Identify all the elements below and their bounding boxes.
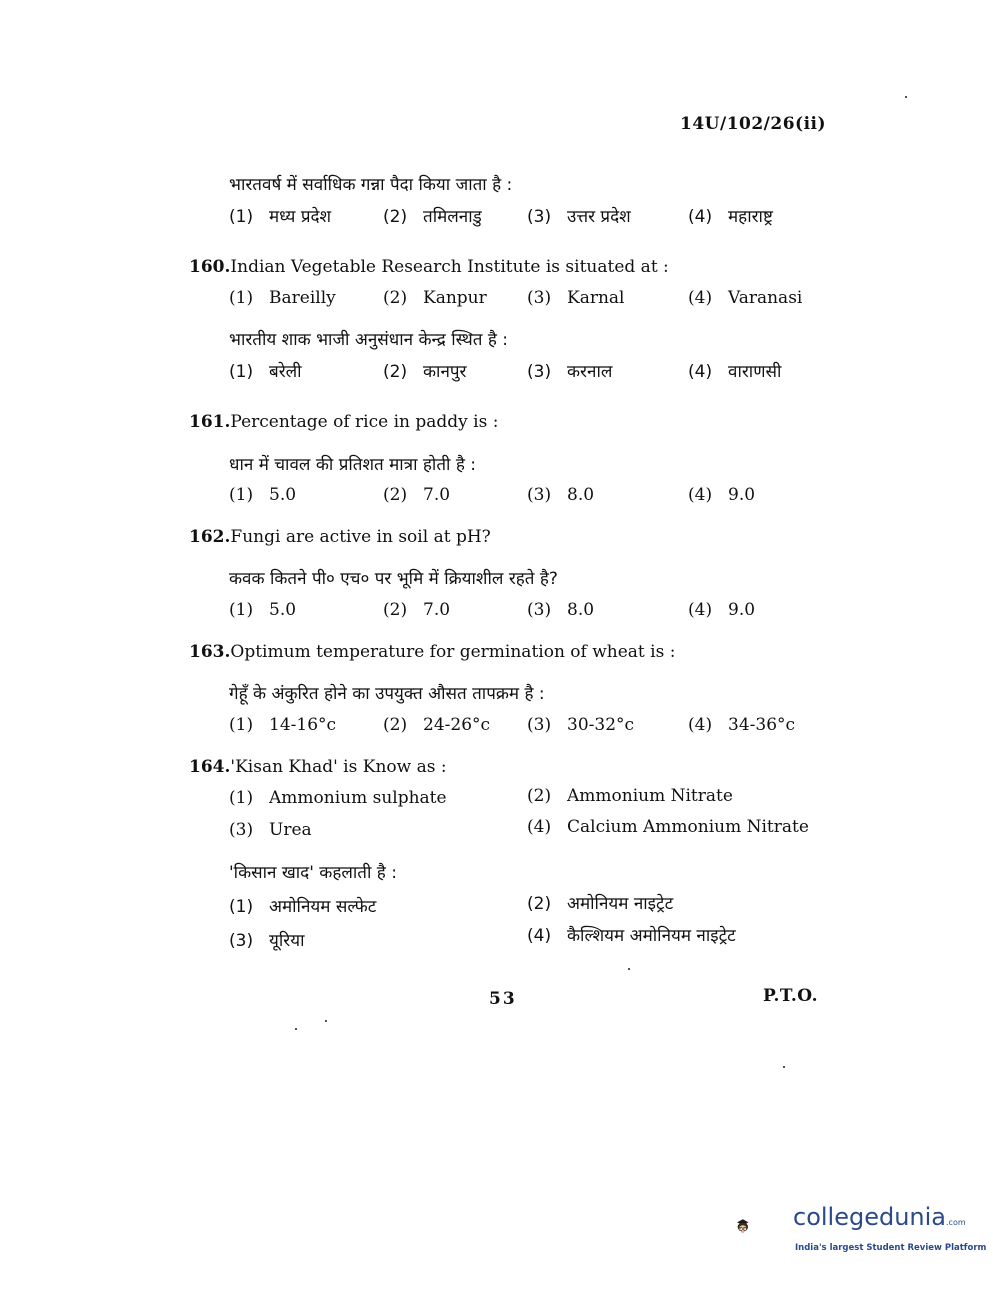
collegedunia-mascot-icon [735,1196,795,1256]
q160-hindi-option-1: (1) बरेली [229,362,302,382]
q161-option-1: (1) 5.0 [229,485,297,505]
q160-hindi-option-3: (3) करनाल [527,362,613,382]
q161-option-2: (2) 7.0 [383,485,451,505]
q164-option-3: (3) Urea [229,820,312,840]
q163-hindi-text: गेहूँ के अंकुरित होने का उपयुक्त औसत तापक्रम है : [229,684,545,704]
q164-hindi-option-4: (4) कैल्शियम अमोनियम नाइट्रेट [527,926,736,946]
question-163: 163.Optimum temperature for germination of wheat is : [189,642,676,662]
scan-speck [295,1028,297,1030]
collegedunia-logo-text: collegedunia.com [793,1203,966,1231]
scan-speck [628,968,630,970]
q160-hindi-option-4: (4) वाराणसी [688,362,782,382]
pto-label: P.T.O. [763,986,818,1006]
q160-option-3: (3) Karnal [527,288,625,308]
q163-option-4: (4) 34-36°c [688,715,796,735]
q160-option-2: (2) Kanpur [383,288,487,308]
paper-code: 14U/102/26(ii) [680,114,827,134]
q164-hindi-option-1: (1) अमोनियम सल्फेट [229,897,377,917]
q159-hindi-option-2: (2) तमिलनाडु [383,207,482,227]
q163-option-3: (3) 30-32°c [527,715,635,735]
q162-option-3: (3) 8.0 [527,600,595,620]
q159-hindi-option-1: (1) मध्य प्रदेश [229,207,332,227]
q160-option-1: (1) Bareilly [229,288,336,308]
scan-speck [905,96,907,98]
q162-hindi-text: कवक कितने पी० एच० पर भूमि में क्रियाशील रहते है? [229,569,558,589]
q161-option-3: (3) 8.0 [527,485,595,505]
q159-hindi-option-3: (3) उत्तर प्रदेश [527,207,631,227]
question-161: 161.Percentage of rice in paddy is : [189,412,499,432]
q164-hindi-option-2: (2) अमोनियम नाइट्रेट [527,894,674,914]
question-164: 164.'Kisan Khad' is Know as : [189,757,447,777]
q160-hindi-text: भारतीय शाक भाजी अनुसंधान केन्द्र स्थित है : [229,330,509,350]
q164-hindi-text: 'किसान खाद' कहलाती है : [229,863,397,883]
q163-option-1: (1) 14-16°c [229,715,337,735]
collegedunia-tagline: India's largest Student Review Platform [795,1243,987,1253]
q162-option-1: (1) 5.0 [229,600,297,620]
q162-option-2: (2) 7.0 [383,600,451,620]
question-162: 162.Fungi are active in soil at pH? [189,527,491,547]
q164-option-4: (4) Calcium Ammonium Nitrate [527,817,809,837]
q161-option-4: (4) 9.0 [688,485,756,505]
q160-hindi-option-2: (2) कानपुर [383,362,467,382]
q162-option-4: (4) 9.0 [688,600,756,620]
q164-option-1: (1) Ammonium sulphate [229,788,447,808]
page-number: 53 [489,989,517,1009]
q164-hindi-option-3: (3) यूरिया [229,931,305,951]
question-160: 160.Indian Vegetable Research Institute is situated at : [189,257,669,277]
scan-speck [783,1066,785,1068]
q163-option-2: (2) 24-26°c [383,715,491,735]
scan-speck [325,1020,327,1022]
q159-hindi-text: भारतवर्ष में सर्वाधिक गन्ना पैदा किया जाता है : [229,175,513,195]
q164-option-2: (2) Ammonium Nitrate [527,786,733,806]
q159-hindi-option-4: (4) महाराष्ट्र [688,207,773,227]
q160-option-4: (4) Varanasi [688,288,803,308]
q161-hindi-text: धान में चावल की प्रतिशत मात्रा होती है : [229,455,476,475]
